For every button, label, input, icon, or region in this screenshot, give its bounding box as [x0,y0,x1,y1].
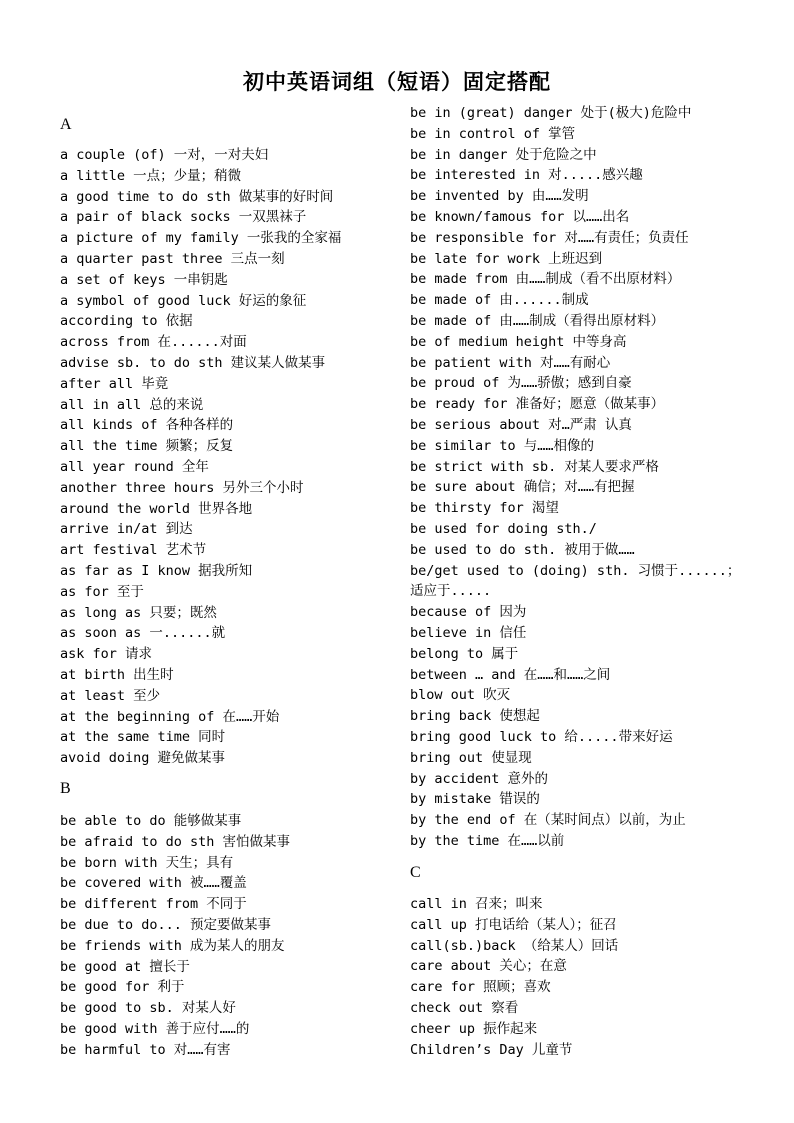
phrase-entry: bring good luck to 给.....带来好运 [410,729,673,745]
phrase-entry: be known/famous for 以……出名 [410,209,630,225]
phrase-entry: cheer up 振作起来 [410,1020,538,1037]
phrase-entry: be in control of 掌管 [410,125,576,142]
section-heading: A [60,116,72,133]
phrase-entry: call up 打电话给（某人）；征召 [410,916,617,933]
section-heading: C [410,864,421,881]
phrase-entry: call(sb.)back （给某人）回话 [410,937,619,954]
phrase-entry: because of 因为 [410,604,527,621]
phrase-entry: be good for 利于 [60,979,185,996]
phrase-entry: by the end of 在（某时间点）以前，为止 [410,812,686,829]
phrase-entry: believe in 信任 [410,625,527,641]
phrase-entry: be good to sb. 对某人好 [60,1000,236,1017]
phrase-entry: be responsible for 对……有责任；负责任 [410,229,689,246]
phrase-entry: belong to 属于 [410,645,519,662]
phrase-entry: be ready for 准备好；愿意（做某事） [410,396,665,413]
phrase-entry: as long as 只要；既然 [60,604,217,621]
phrase-entry: be made from 由……制成（看不出原材料） [410,271,681,288]
phrase-entry: call in 召来；叫来 [410,896,543,912]
phrase-entry: Children’s Day 儿童节 [410,1041,573,1058]
phrase-entry: at the same time 同时 [60,729,226,746]
phrase-entry: all in all 总的来说 [60,396,204,413]
phrase-entry: be afraid to do sth 害怕做某事 [60,833,291,850]
phrase-entry: be late for work 上班迟到 [410,250,603,267]
phrase-entry: be different from 不同于 [60,896,247,913]
phrase-entry: all the time 频繁；反复 [60,438,234,455]
phrase-entry: at the beginning of 在……开始 [60,708,280,725]
phrase-entry: be born with 天生；具有 [60,854,234,871]
phrase-entry: a good time to do sth 做某事的好时间 [60,188,334,205]
phrase-entry: around the world 世界各地 [60,500,253,517]
phrase-entry: a symbol of good luck 好运的象征 [60,292,307,309]
phrase-entry: blow out 吹灭 [410,687,511,704]
phrase-entry: according to 依据 [60,313,193,330]
phrase-entry: check out 察看 [410,1000,519,1016]
phrase-entry: be used for doing sth./ [410,521,597,537]
phrase-entry: care about 关心；在意 [410,958,567,975]
phrase-entry: be strict with sb. 对某人要求严格 [410,458,659,475]
phrase-entry: be in (great) danger 处于(极大)危险中 [410,105,692,121]
phrase-entry: by the time 在……以前 [410,833,565,849]
phrase-entry: be made of 由......制成 [410,292,589,309]
phrase-entry: between … and 在……和……之间 [410,666,611,683]
phrase-entry: bring out 使显现 [410,749,532,766]
phrase-entry: be made of 由……制成（看得出原材料） [410,313,665,329]
phrase-entry: be serious about 对…严肃 认真 [410,417,632,433]
phrase-entry: be proud of 为……骄傲；感到自豪 [410,375,632,392]
phrase-entry: be friends with 成为某人的朋友 [60,937,285,954]
phrase-entry: a quarter past three 三点一刻 [60,251,285,267]
phrase-entry: be of medium height 中等身高 [410,333,627,350]
phrase-entry: as for 至于 [60,583,144,600]
phrase-entry: a little 一点；少量；稍微 [60,167,242,184]
phrase-entry: across from 在......对面 [60,334,247,351]
phrase-entry: be used to do sth. 被用于做…… [410,541,635,558]
phrase-entry: be sure about 确信；对……有把握 [410,479,635,496]
phrase-entry: be invented by 由……发明 [410,188,589,205]
phrase-entry: be good at 擅长于 [60,958,190,975]
phrase-entry: by accident 意外的 [410,770,549,787]
phrase-entry: be/get used to (doing) sth. 习惯于......； [410,562,741,579]
phrase-entry: as far as I know 据我所知 [60,563,253,579]
phrase-entry: care for 照顾；喜欢 [410,979,551,996]
phrase-entry: be covered with 被……覆盖 [60,875,247,892]
phrase-entry: a set of keys 一串钥匙 [60,271,228,288]
phrase-entry: arrive in/at 到达 [60,521,193,538]
section-heading: B [60,780,71,797]
phrase-entry: bring back 使想起 [410,708,540,725]
phrase-entry: be patient with 对……有耐心 [410,354,611,371]
phrase-entry: ask for 请求 [60,646,153,663]
phrase-entry: all year round 全年 [60,459,209,475]
page-title: 初中英语词组（短语）固定搭配 [243,70,551,94]
phrase-entry: be in danger 处于危险之中 [410,146,597,163]
phrase-entry: be harmful to 对……有害 [60,1041,231,1058]
phrase-entry: be similar to 与……相像的 [410,437,595,454]
phrase-entry: another three hours 另外三个小时 [60,479,304,496]
phrase-entry: be able to do 能够做某事 [60,813,242,829]
phrase-entry: a couple (of) 一对，一对夫妇 [60,147,269,163]
phrase-entry: as soon as 一......就 [60,625,226,642]
phrase-entry: after all 毕竟 [60,375,169,392]
phrase-entry: avoid doing 避免做某事 [60,750,226,767]
phrase-entry: be due to do... 预定要做某事 [60,917,272,933]
phrase-entry: be thirsty for 渴望 [410,500,559,517]
phrase-entry: all kinds of 各种各样的 [60,417,234,434]
phrase-entry: 适应于..... [410,583,492,600]
phrase-entry: art festival 艺术节 [60,542,207,559]
phrase-entry: at least 至少 [60,687,161,704]
phrase-entry: at birth 出生时 [60,667,174,683]
phrase-entry: by mistake 错误的 [410,791,540,808]
phrase-entry: a picture of my family 一张我的全家福 [60,230,342,247]
phrase-entry: advise sb. to do sth 建议某人做某事 [60,355,326,371]
phrase-entry: be interested in 对.....感兴趣 [410,167,643,184]
phrase-entry: be good with 善于应付……的 [60,1021,250,1037]
phrase-entry: a pair of black socks 一双黑袜子 [60,209,307,226]
